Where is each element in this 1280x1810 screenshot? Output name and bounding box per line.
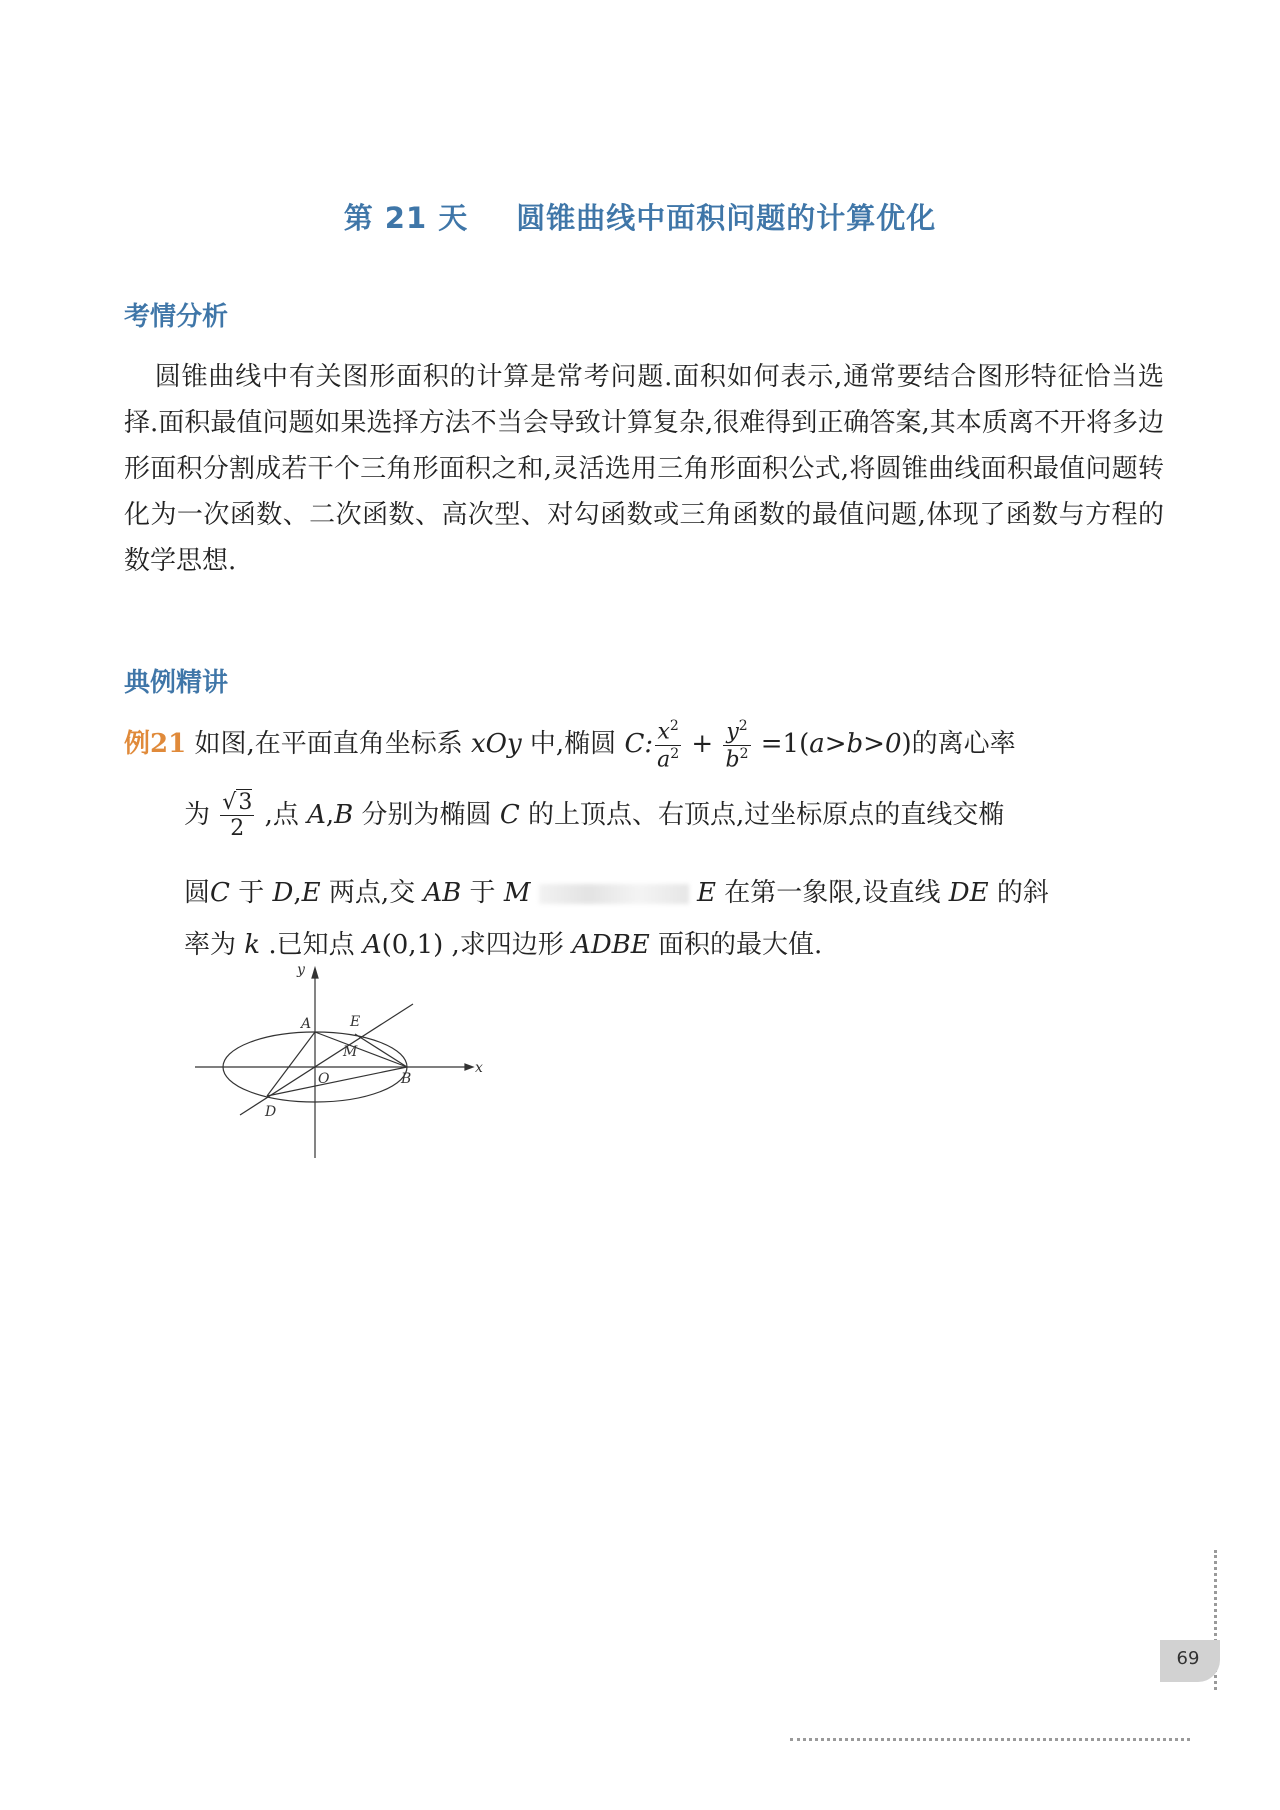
- chapter-name: 圆锥曲线中面积问题的计算优化: [516, 201, 937, 235]
- example-line-2: 为 $\frac{√3}{2}$ ,点 A,B 分别为椭圆 C 的上顶点、右顶点,过坐标原点的直线交椭: [184, 790, 1005, 842]
- y-axis-arrow: [312, 968, 318, 978]
- fraction-x2-a2: $\frac{x^2}{a^2}$: [657, 718, 680, 772]
- obscured-text: [539, 884, 689, 904]
- example-text: 如图,在平面直角坐标系: [194, 729, 463, 760]
- example-label: 例21: [124, 729, 187, 760]
- page-number: 69: [1176, 1648, 1200, 1669]
- math-eq: =1(: [760, 729, 810, 760]
- label-x: x: [475, 1060, 483, 1076]
- math-c: C:: [624, 729, 654, 760]
- fraction-sqrt3-over-2: $\frac{√3}{2}$: [222, 790, 253, 842]
- x-axis-arrow: [465, 1064, 473, 1070]
- example-line-1: 例21 如图,在平面直角坐标系 xOy 中,椭圆 C: $\frac{x^2}{a^2}$ + $\frac{y^2}{b^2}$ =1(a>b>0)的离心率: [124, 718, 1016, 772]
- fraction-y2-b2: $\frac{y^2}{b^2}$: [725, 718, 749, 772]
- chapter-title: [0, 196, 1280, 237]
- analysis-paragraph: [124, 354, 1164, 584]
- chapter-day: 第 21 天: [343, 201, 469, 235]
- dotted-border-horizontal: [790, 1738, 1190, 1741]
- segment-db: [267, 1067, 407, 1096]
- analysis-text: 圆锥曲线中有关图形面积的计算是常考问题.面积如何表示,通常要结合图形特征恰当选择.面积最值问题如果选择方法不当会导致计算复杂,很难得到正确答案,其本质离不开将多边形面积分割成若干个三角形面积之和,灵活选用三角形面积公式,将圆锥曲线面积最值问题转化为一次函数、二次函数、高次型、对勾函数或三角函数的最值问题,体现了函数与方程的数学思想.: [124, 362, 1164, 576]
- math-condition: a>b>0: [809, 729, 902, 760]
- label-o: O: [318, 1071, 330, 1087]
- label-m: M: [343, 1044, 358, 1060]
- ellipse-figure: [185, 960, 485, 1160]
- label-a: A: [301, 1016, 312, 1032]
- label-d: D: [265, 1104, 277, 1120]
- example-text: 中,椭圆: [529, 729, 617, 760]
- section-heading-analysis: 考情分析: [124, 302, 229, 332]
- segment-ad: [267, 1032, 315, 1096]
- label-y: y: [297, 962, 305, 978]
- label-b: B: [401, 1071, 412, 1087]
- example-text: )的离心率: [901, 729, 1016, 760]
- section-heading-examples: 典例精讲: [124, 668, 229, 698]
- label-e: E: [350, 1014, 361, 1030]
- example-line-4: 率为 k .已知点 A(0,1) ,求四边形 ADBE 面积的最大值.: [184, 930, 823, 960]
- example-line-3: 圆C 于 D,E 两点,交 AB 于 M E 在第一象限,设直线 DE 的斜: [184, 878, 1049, 908]
- math-xoy: xOy: [470, 729, 522, 760]
